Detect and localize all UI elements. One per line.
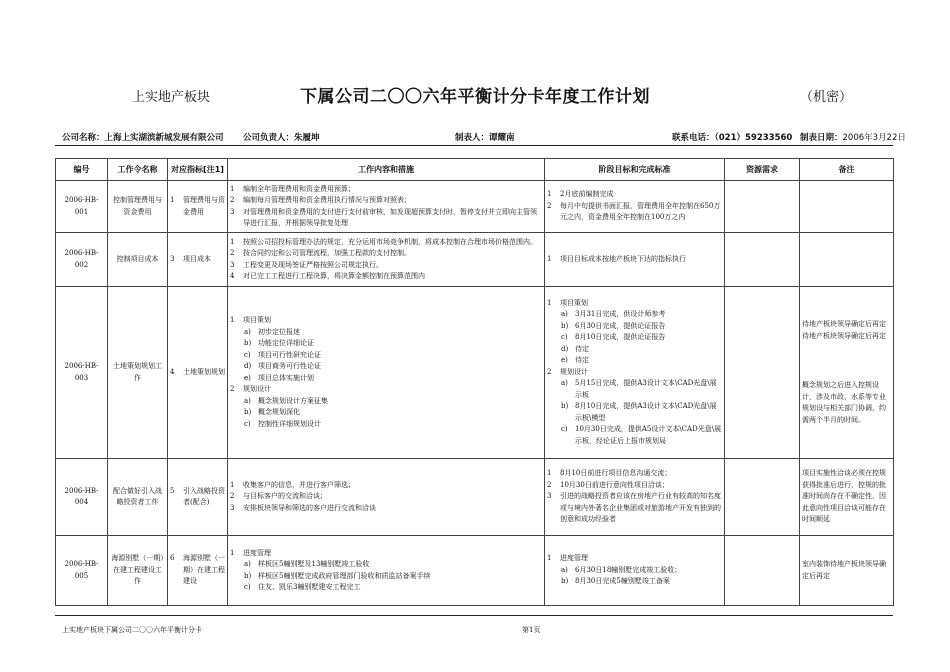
line-text: 安排板块领导和筛选的客户进行交流和洽谈: [243, 503, 376, 512]
line-number: d): [244, 362, 252, 370]
line-text: 进度管理: [560, 554, 588, 563]
list-line: [230, 548, 542, 560]
indicator-number: 1: [170, 196, 175, 204]
work-plan-table: [55, 158, 894, 606]
remark-text: 项目实施性洽谈必须在控规获得批准后进行，控规的批准时间尚存在不确定性，因此意向性项目洽谈可能存在时间顺延: [802, 469, 886, 524]
page-title: 下属公司二〇〇六年平衡计分卡年度工作计划: [300, 87, 650, 107]
line-number: a): [561, 310, 568, 319]
footer-rule: [55, 615, 893, 616]
footer-text: 上实地产板块下属公司二〇〇六年平衡计分卡: [62, 626, 202, 634]
line-number: 1: [547, 554, 552, 563]
col-goals-header: 阶段目标和完成标准: [545, 159, 725, 181]
leader-info: [243, 131, 320, 143]
line-number: 1: [230, 237, 235, 246]
list-line: [230, 184, 542, 196]
line-text: 对管理费用和资金费用的支付进行支付前审核，如发现超预算支付时，暂停支付并立即向主管领导进行汇报，并根据领导批复处理: [243, 207, 537, 227]
division-label: 上实地产板块: [132, 90, 211, 105]
line-number: 3: [230, 207, 235, 216]
line-text: 按照公司招投标管理办法的规定，充分运用市场竞争机制，将成本控制在合理市场价格范围内。: [243, 237, 537, 246]
line-text: 2月底前编制完成: [560, 190, 614, 199]
row-content: [228, 459, 545, 536]
list-line: [547, 401, 722, 424]
row-name: 控制项目成本: [108, 233, 168, 287]
list-line: [230, 338, 542, 350]
line-text: 控制性详细规划设计: [258, 419, 321, 428]
line-text: 对已完工工程进行工程决算，将决算金额控制在预算范围内: [243, 272, 425, 280]
line-text: 8月10日完成，提供论证报告: [575, 333, 666, 342]
line-number: b): [244, 408, 252, 416]
list-line: [547, 298, 722, 310]
row-indicator: [168, 181, 228, 233]
line-number: b): [244, 339, 252, 347]
line-text: 每月中旬提供书面汇报，管理费用全年控制在650万元之内，资金费用全年控制在100万之内: [560, 201, 721, 222]
line-number: c): [244, 583, 251, 591]
row-indicator: [168, 233, 228, 287]
leader-name: 朱履坤: [294, 133, 320, 143]
row-remarks: [800, 233, 894, 287]
list-line: [230, 271, 542, 283]
line-text: 6月30日完成，提供论证报告: [575, 321, 666, 330]
line-number: 2: [547, 201, 552, 210]
row-goals: [545, 287, 725, 459]
line-text: 待定: [575, 344, 589, 353]
line-text: 编制每月管理费用和资金费用执行情况与预算对照表；: [243, 196, 411, 204]
line-text: 初步定位报迷: [258, 327, 300, 336]
line-text: 编制全年管理费用和资金费用预算；: [243, 184, 355, 193]
line-number: e): [244, 373, 251, 382]
company-label: 公司名称：: [62, 133, 105, 143]
col-resources-header: 资源需求: [725, 159, 800, 181]
date-value: 2006年3月22日: [842, 133, 906, 143]
indicator-name: 项目成本: [183, 254, 211, 263]
line-number: 1: [547, 254, 552, 263]
row-resources: [725, 459, 800, 536]
line-number: 2: [230, 196, 235, 204]
line-number: e): [561, 356, 568, 365]
line-number: b): [561, 402, 569, 411]
list-line: [547, 355, 722, 367]
indicator-line: [170, 254, 225, 266]
list-line: [230, 384, 542, 396]
row-remarks: [800, 181, 894, 233]
line-number: b): [244, 571, 252, 580]
list-line: [547, 332, 722, 344]
line-text: 5月15日完成，提供A3设计文本\CAD光盘\展示板: [575, 379, 717, 399]
line-number: 3: [230, 260, 235, 269]
indicator-line: [170, 195, 225, 218]
line-text: 收集客户的信息，并进行客户筛选；: [243, 480, 355, 489]
row-name: 配合做好引入战略投资者工作: [108, 459, 168, 536]
phone-number: （021）59233560: [714, 133, 793, 143]
list-line: [230, 480, 542, 492]
list-line: [230, 207, 542, 230]
row-resources: [725, 287, 800, 459]
line-text: 项目策划: [243, 316, 271, 324]
preparer-info: [455, 131, 515, 143]
header-rule: [55, 145, 893, 146]
line-number: a): [244, 327, 251, 336]
list-line: [230, 237, 542, 249]
remark-text: 待地产板块领导确定后再定: [802, 320, 886, 328]
row-name: 海源别墅（一期）在建工程建设工作: [108, 536, 168, 606]
row-id: 2006-HB-004: [56, 459, 108, 536]
line-text: 项目策划: [560, 298, 588, 307]
line-text: 按合同约定和公司管理流程，加强工程款的支付控制。: [243, 249, 411, 257]
line-text: 项目可行性研究论证: [258, 350, 321, 359]
row-id: 2006-HB-003: [56, 287, 108, 459]
row-content: [228, 287, 545, 459]
indicator-name: 海源别墅（一期）在建工程建设: [183, 554, 225, 586]
line-text: 8月10日完成，提供A3设计文本\CAD光盘\展示板\模型: [575, 402, 717, 422]
list-line: [230, 419, 542, 431]
indicator-line: [170, 486, 225, 509]
line-number: 2: [230, 249, 235, 257]
list-line: [230, 559, 542, 571]
row-resources: [725, 233, 800, 287]
row-goals: [545, 181, 725, 233]
line-number: 1: [547, 190, 552, 199]
line-number: 1: [230, 316, 235, 324]
confidential-label: （机密）: [800, 90, 853, 105]
line-number: 1: [230, 480, 235, 489]
line-text: 与目标客户的交流和洽谈；: [243, 492, 327, 501]
list-line: [230, 491, 542, 503]
line-number: b): [561, 321, 569, 330]
list-line: [547, 576, 722, 588]
list-line: [547, 424, 722, 447]
indicator-number: 5: [170, 486, 175, 495]
list-line: [230, 503, 542, 515]
line-text: 概念规划深化: [258, 408, 300, 416]
list-line: [547, 378, 722, 401]
remark-text: 待地产板块领导确定后再定: [802, 331, 886, 340]
line-text: 规划设计: [560, 367, 588, 376]
table-header-row: [56, 159, 894, 181]
line-number: 1: [230, 184, 235, 193]
indicator-name: 管理费用与资金费用: [183, 196, 225, 216]
line-text: 工程变更及现场签证严格按照公司规定执行。: [243, 260, 383, 269]
line-number: c): [561, 425, 568, 434]
line-number: c): [561, 333, 568, 342]
line-text: 3月31日完成，供设计师参考: [575, 310, 666, 319]
indicator-number: 6: [170, 554, 175, 563]
remark-text: 室内装饰待地产板块领导确定后再定: [802, 560, 886, 580]
col-remarks-header: 备注: [800, 159, 894, 181]
row-content: [228, 536, 545, 606]
line-text: 8月10日前进行项目信息沟通交流；: [560, 469, 672, 478]
line-number: a): [561, 379, 568, 388]
row-indicator: [168, 287, 228, 459]
page-number: 第1页: [522, 626, 541, 634]
row-indicator: [168, 459, 228, 536]
company-info: [62, 131, 224, 143]
line-number: 3: [547, 492, 552, 501]
phone-label: 联系电话：: [672, 133, 715, 143]
table-row: [56, 287, 894, 459]
date-info: [800, 131, 906, 143]
row-goals: [545, 536, 725, 606]
list-line: [230, 327, 542, 339]
line-number: a): [244, 560, 251, 568]
list-line: [547, 309, 722, 321]
table-row: [56, 181, 894, 233]
list-line: [230, 571, 542, 583]
row-remarks: [800, 536, 894, 606]
list-line: [230, 396, 542, 408]
indicator-line: [170, 367, 225, 379]
row-name: 控制管理费用与资金费用: [108, 181, 168, 233]
row-remarks: [800, 459, 894, 536]
line-text: 6月30日18幢别墅完成竣工验收；: [575, 565, 682, 574]
preparer-label: 制表人：: [455, 133, 490, 143]
col-indicator-header: 对应指标[注1]: [168, 159, 228, 181]
company-name: 上海上实湖滨新城发展有限公司: [104, 133, 224, 143]
line-text: 样板区5幢别墅完成政府管理部门验收和质监站备案手续: [258, 571, 431, 580]
indicator-line: [170, 553, 225, 588]
line-text: 引进的战略投资者应该在房地产行业有较高的知名度或与境内外著名企业集团或对旅游地产开发有独到的创意和成功经验者: [560, 492, 721, 524]
date-label: 制表日期：: [800, 133, 843, 143]
line-number: 2: [230, 492, 235, 501]
line-number: 1: [547, 469, 552, 478]
line-text: 项目商务可行性论证: [258, 362, 321, 370]
row-remarks: [800, 287, 894, 459]
list-line: [547, 344, 722, 356]
line-number: 1: [230, 548, 235, 557]
list-line: [547, 468, 722, 480]
row-content: [228, 181, 545, 233]
line-text: 规划设计: [243, 385, 271, 393]
list-line: [230, 315, 542, 327]
line-text: 8月30日完成5幢别墅竣工备案: [575, 577, 670, 586]
list-line: [547, 491, 722, 526]
list-line: [547, 201, 722, 224]
line-text: 待定: [575, 356, 589, 365]
leader-label: 公司负责人：: [243, 133, 295, 143]
line-text: 住友、凯乐3幢别墅建安工程完工: [258, 583, 361, 591]
row-goals: [545, 459, 725, 536]
indicator-name: 土地策划规划: [183, 367, 225, 376]
list-line: [547, 254, 722, 266]
col-content-header: 工作内容和措施: [228, 159, 545, 181]
list-line: [230, 195, 542, 207]
line-text: 进度管理: [243, 548, 271, 557]
list-line: [547, 565, 722, 577]
line-number: 4: [230, 272, 235, 280]
indicator-number: 4: [170, 367, 175, 376]
line-number: c): [244, 419, 251, 428]
line-number: 1: [547, 298, 552, 307]
list-line: [230, 361, 542, 373]
remark-text: 概念规划之后进入控规设计，涉及市政、水系等专业规划设与相关部门协调，约需两个半月的时间。: [802, 381, 886, 424]
line-number: 2: [547, 367, 552, 376]
list-line: [230, 373, 542, 385]
line-number: a): [244, 396, 251, 405]
list-line: [230, 407, 542, 419]
indicator-number: 3: [170, 254, 175, 263]
line-number: b): [561, 577, 569, 586]
row-content: [228, 233, 545, 287]
list-line: [230, 248, 542, 260]
col-name-header: 工作令名称: [108, 159, 168, 181]
line-number: 2: [230, 385, 235, 393]
indicator-name: 引入战略投资者(配合): [183, 486, 225, 506]
line-text: 项目目标成本按地产板块下达的指标执行: [560, 254, 686, 263]
list-line: [230, 582, 542, 594]
list-line: [230, 350, 542, 362]
list-line: [547, 553, 722, 565]
line-text: 概念规划设计方案征集: [258, 396, 328, 405]
row-goals: [545, 233, 725, 287]
line-text: 样板区5幢别墅及13幢别墅竣工验收: [258, 560, 370, 568]
line-text: 10月30日前进行意向性项目洽谈；: [560, 480, 669, 489]
table-row: [56, 233, 894, 287]
table-row: [56, 536, 894, 606]
row-id: 2006-HB-001: [56, 181, 108, 233]
line-number: a): [561, 565, 568, 574]
list-line: [547, 367, 722, 379]
row-id: 2006-HB-005: [56, 536, 108, 606]
row-name: 土地策划规划工作: [108, 287, 168, 459]
row-resources: [725, 181, 800, 233]
line-text: 10月30日完成，提供A5设计文本\CAD光盘\展示板，经论证后上报市规划局: [575, 425, 722, 445]
list-line: [547, 321, 722, 333]
row-resources: [725, 536, 800, 606]
list-line: [547, 480, 722, 492]
line-text: 项目总体实施计划: [258, 373, 314, 382]
row-indicator: [168, 536, 228, 606]
line-number: 2: [547, 480, 552, 489]
line-number: 3: [230, 503, 235, 512]
preparer-name: 谭耀南: [489, 133, 515, 143]
row-id: 2006-HB-002: [56, 233, 108, 287]
line-number: c): [244, 350, 251, 359]
list-line: [547, 189, 722, 201]
line-text: 功能定位详细论证: [258, 339, 314, 347]
phone-info: [672, 131, 792, 143]
list-line: [230, 260, 542, 272]
line-number: d): [561, 344, 569, 353]
col-id-header: 编号: [56, 159, 108, 181]
table-row: [56, 459, 894, 536]
